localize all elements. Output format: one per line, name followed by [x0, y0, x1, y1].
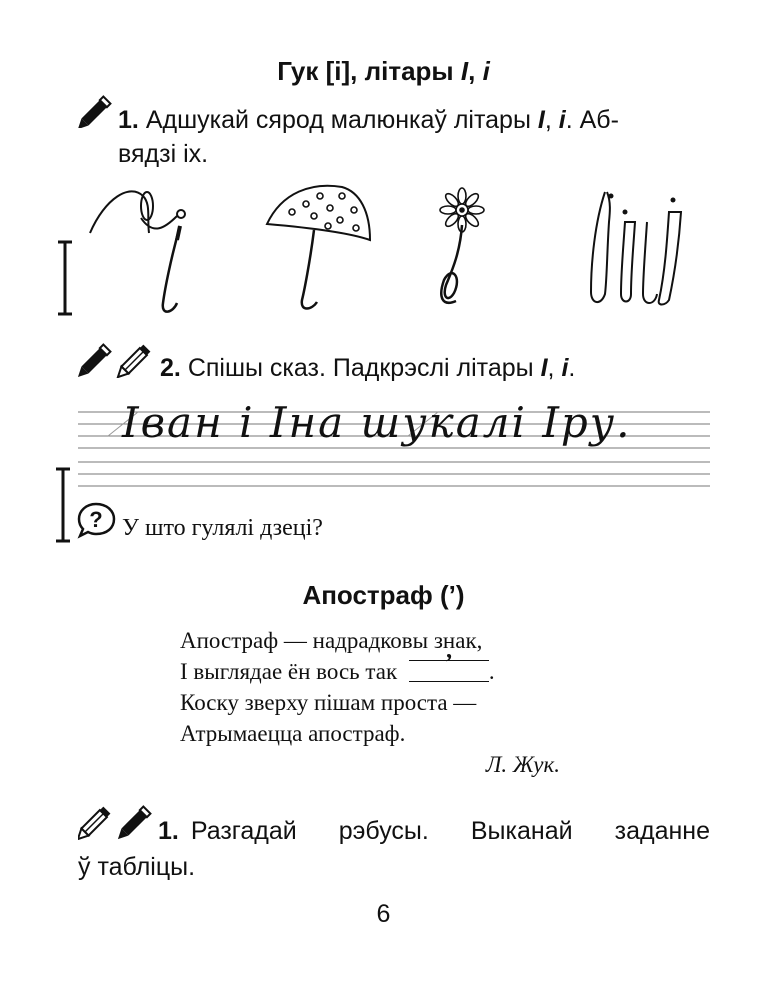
task-3-line-1: 1. Разгадай рэбусы. Выканай заданне: [158, 817, 710, 845]
section-title-letter-i: Гук [і], літары І, і: [277, 56, 490, 86]
double-pencil-icon: [78, 338, 160, 378]
margin-measure-mark: [57, 240, 73, 316]
question-bubble-icon: [76, 501, 118, 539]
task-1-number: 1. Адшукай сярод малюнкаў літары І, і. Аб-: [118, 106, 619, 134]
needle-thread-picture: [85, 178, 210, 318]
task-1-line-2: вядзі іх.: [118, 140, 209, 168]
poem: [180, 625, 600, 780]
page-number: 6: [376, 900, 391, 928]
pencil-icon: [78, 92, 116, 128]
question-text: У што гулялі дзеці?: [122, 515, 323, 541]
margin-measure-mark-2: [55, 467, 71, 543]
poem-line-4: Атрымаецца апостраф.: [180, 721, 406, 746]
poem-line-2: І выглядае ён вось так ’ .: [180, 650, 495, 684]
double-pencil-icon-2: [78, 800, 160, 840]
task-3-line-2: ў табліцы.: [78, 853, 196, 881]
poem-line-1: Апостраф — надрадковы знак,: [180, 628, 483, 653]
task-2-text: 2. Спішы сказ. Падкрэслі літары І, і.: [160, 354, 576, 382]
poem-author: Л. Жук.: [485, 752, 560, 777]
apostrophe-sample: ’: [409, 660, 489, 682]
cursive-sentence: Іван і Іна шукалі Іру.: [122, 398, 632, 447]
svg-text:?: ?: [89, 507, 103, 532]
task-1-line-1: [118, 104, 710, 137]
mushroom-picture: [262, 182, 377, 317]
section-title-apostrophe: Апостраф (’): [302, 580, 465, 610]
handwriting-lines-2: [78, 458, 710, 498]
letter-outlines-picture: [585, 182, 700, 312]
poem-line-3: Коску зверху пішам проста —: [180, 690, 477, 715]
task-1-text: [118, 104, 710, 137]
flower-picture: [432, 185, 502, 315]
